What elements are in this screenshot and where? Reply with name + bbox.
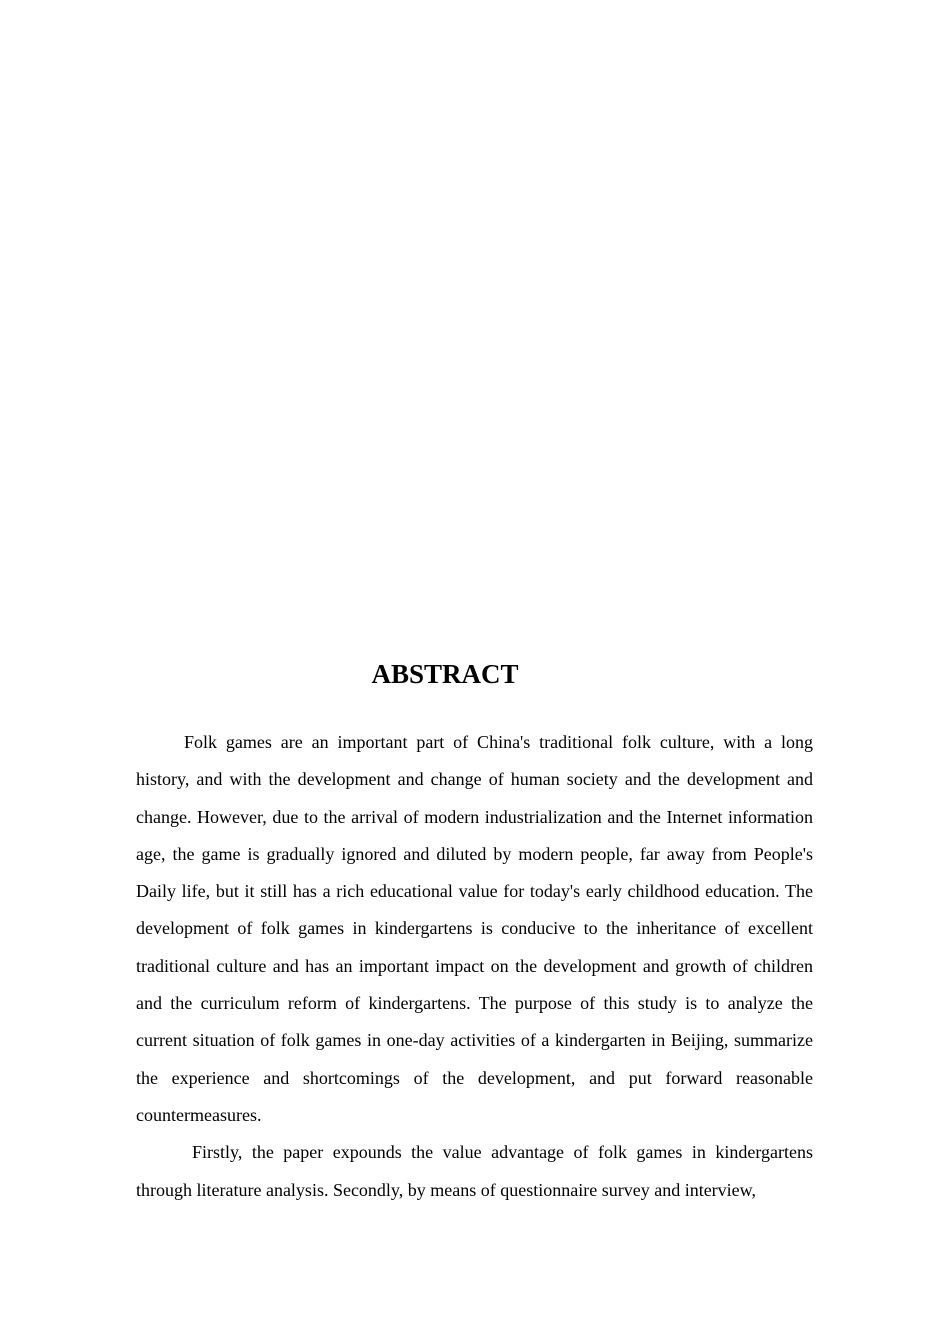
abstract-paragraph-2: Firstly, the paper expounds the value advantage of folk games in kindergartens through literature analysis. Secondly, by means of questionnaire survey and interview, [136,1142,813,1200]
abstract-paragraph-1: Folk games are an important part of China's traditional folk culture, with a long history, and with the development and change of human society and the development and change. However, due to the arrival of modern industrialization and the Internet information age, the game is gradually ignored and diluted by modern people, far away from People's Daily life, but it still has a rich educational value for today's early childhood education. The development of folk games in kindergartens is conducive to the inheritance of excellent traditional culture and has an important impact on the development and growth of children and the curriculum reform of kindergartens. The purpose of this study is to analyze the current situation of folk games in one-day activities of a kindergarten in Beijing, summarize the experience and shortcomings of the development, and put forward reasonable countermeasures. [136,732,813,1125]
abstract-body [136,724,813,1209]
abstract-heading: ABSTRACT [371,659,519,689]
